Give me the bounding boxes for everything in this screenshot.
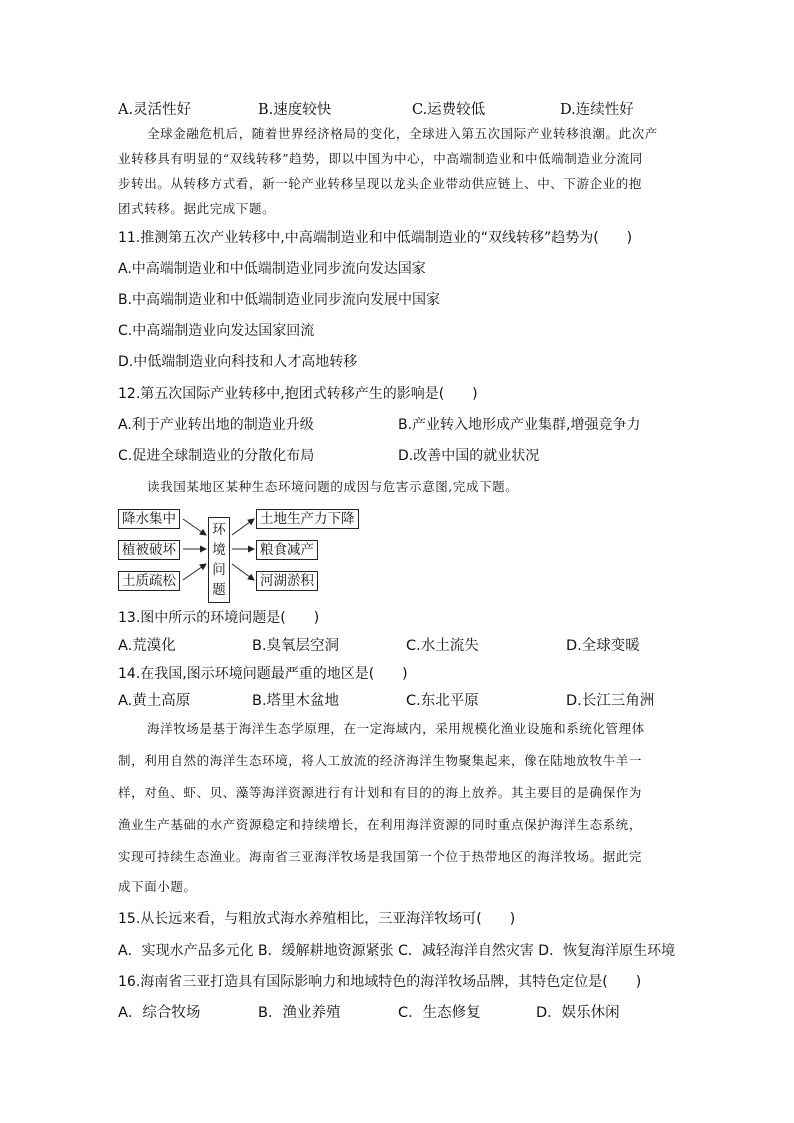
passage2-line: 制，利用自然的海洋生态环境，将人工放流的经济海洋生物聚集起来，像在陆地放牧牛羊一	[118, 753, 643, 768]
effect-box: 粮食减产	[256, 540, 318, 560]
q10-option-c[interactable]: C.运费较低	[412, 102, 486, 118]
passage1-line: 步转出。从转移方式看，新一轮产业转移呈现以龙头企业带动供应链上、中、下游企业的抱	[118, 176, 643, 191]
environment-problem-box	[208, 517, 230, 603]
q10-option-d[interactable]: D.连续性好	[560, 102, 634, 118]
q12-option-b[interactable]: B.产业转入地形成产业集群,增强竞争力	[398, 417, 641, 433]
center-char: 问	[212, 562, 226, 578]
q11-option-a[interactable]: A.中高端制造业和中低端制造业同步流向发达国家	[118, 261, 426, 277]
q12-option-c[interactable]: C.促进全球制造业的分散化布局	[118, 448, 315, 464]
q14-option-a[interactable]: A.黄土高原	[118, 693, 191, 709]
q11-option-d[interactable]: D.中低端制造业向科技和人才高地转移	[118, 354, 358, 370]
q16-option-d[interactable]: D．娱乐休闲	[536, 1005, 620, 1021]
q13-option-c[interactable]: C.水土流失	[406, 638, 479, 654]
q16-option-c[interactable]: C．生态修复	[398, 1005, 481, 1021]
passage2-line: 实现可持续生态渔业。海南省三亚海洋牧场是我国第一个位于热带地区的海洋牧场。据此完	[118, 849, 643, 864]
center-char: 境	[212, 542, 226, 558]
q13-option-a[interactable]: A.荒漠化	[118, 638, 176, 654]
center-char: 题	[212, 582, 226, 598]
center-char: 环	[212, 522, 226, 538]
q11-option-b[interactable]: B.中高端制造业和中低端制造业同步流向发展中国家	[118, 292, 441, 308]
q12-option-d[interactable]: D.改善中国的就业状况	[398, 448, 540, 464]
q11-option-c[interactable]: C.中高端制造业向发达国家回流	[118, 323, 315, 339]
passage2-line: 渔业生产基础的水产资源稳定和持续增长，在利用海洋资源的同时重点保护海洋生态系统，	[118, 817, 643, 832]
passage2-line: 成下面小题。	[118, 879, 197, 894]
q14-option-c[interactable]: C.东北平原	[406, 693, 479, 709]
cause-box: 降水集中	[118, 509, 180, 529]
diagram-intro: 读我国某地区某种生态环境问题的成因与危害示意图,完成下题。	[147, 479, 519, 494]
passage2-line: 海洋牧场是基于海洋生态学原理，在一定海域内，采用规模化渔业设施和系统化管理体	[147, 721, 645, 736]
cause-box: 植被破坏	[118, 540, 180, 560]
q13-option-b[interactable]: B.臭氧层空洞	[252, 638, 340, 654]
q12-option-a[interactable]: A.利于产业转出地的制造业升级	[118, 417, 314, 433]
q14-option-d[interactable]: D.长江三角洲	[566, 693, 655, 709]
q16-option-a[interactable]: A．综合牧场	[118, 1005, 201, 1021]
q10-option-b[interactable]: B.速度较快	[258, 102, 332, 118]
passage1-line: 团式转移。据此完成下题。	[118, 201, 276, 216]
q12-stem: 12.第五次国际产业转移中,抱团式转移产生的影响是( )	[118, 386, 478, 402]
q10-option-a[interactable]: A.灵活性好	[118, 102, 192, 118]
effect-box: 河湖淤积	[256, 571, 318, 591]
q13-option-d[interactable]: D.全球变暖	[566, 638, 640, 654]
passage2-line: 样，对鱼、虾、贝、藻等海洋资源进行有计划和有目的的海上放养。其主要目的是确保作为	[118, 785, 643, 800]
q14-option-b[interactable]: B.塔里木盆地	[252, 693, 340, 709]
q11-stem: 11.推测第五次产业转移中,中高端制造业和中低端制造业的“双线转移”趋势为( )	[118, 230, 633, 246]
q15-stem: 15.从长远来看，与粗放式海水养殖相比，三亚海洋牧场可( )	[118, 911, 516, 927]
effect-box: 土地生产力下降	[256, 509, 359, 529]
q13-stem: 13.图中所示的环境问题是( )	[118, 610, 320, 626]
passage1-line: 业转移具有明显的“双线转移”趋势，即以中国为中心，中高端制造业和中低端制造业分流同	[118, 151, 643, 166]
q14-stem: 14.在我国,图示环境问题最严重的地区是( )	[118, 666, 408, 682]
cause-box: 土质疏松	[118, 571, 180, 591]
q16-option-b[interactable]: B．渔业养殖	[258, 1005, 341, 1021]
passage1-line: 全球金融危机后，随着世界经济格局的变化，全球进入第五次国际产业转移浪潮。此次产	[147, 126, 658, 141]
q15-options[interactable]: A．实现水产品多元化 B．缓解耕地资源紧张 C．减轻海洋自然灾害 D．恢复海洋原生环境	[118, 943, 676, 959]
q16-stem: 16.海南省三亚打造具有国际影响力和地域特色的海洋牧场品牌，其特色定位是( )	[118, 974, 642, 990]
